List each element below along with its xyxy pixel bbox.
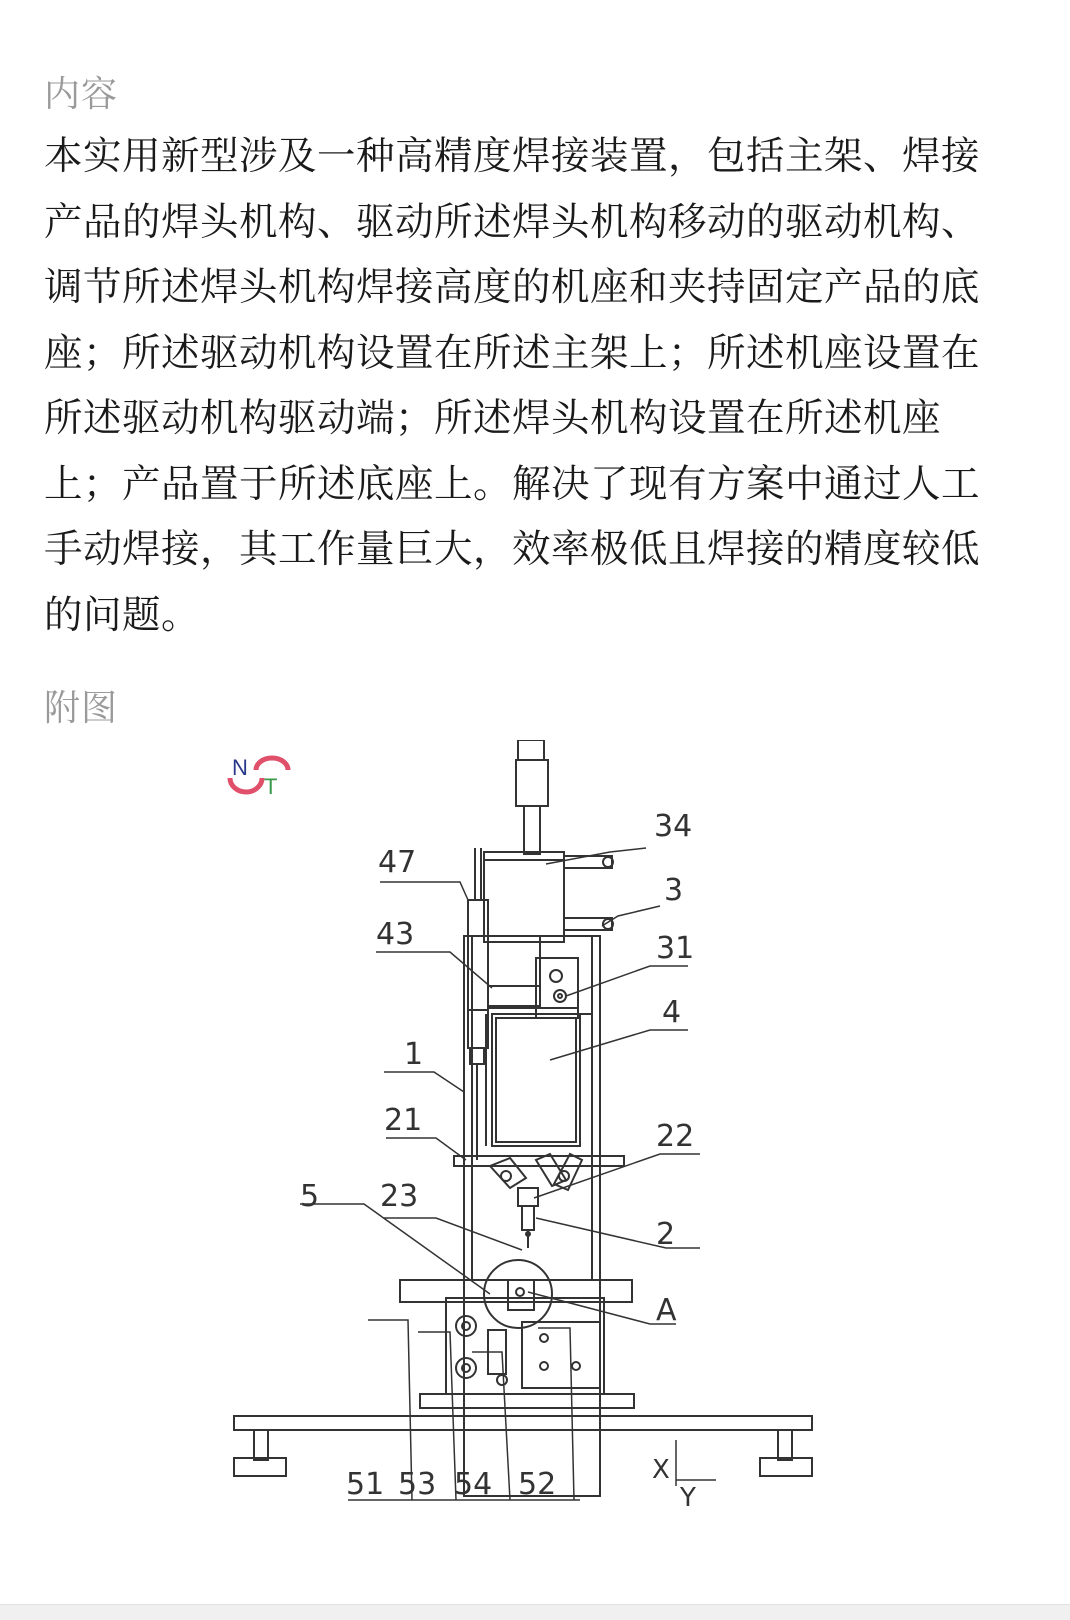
callout-54: 54 bbox=[454, 1467, 493, 1502]
axis-x-label: X bbox=[652, 1455, 670, 1485]
callout-1: 1 bbox=[404, 1037, 424, 1072]
axis-y-label: Y bbox=[680, 1483, 696, 1513]
bottom-bar bbox=[0, 1604, 1070, 1620]
callout-21: 21 bbox=[384, 1103, 423, 1138]
callout-51: 51 bbox=[346, 1467, 385, 1502]
callout-34: 34 bbox=[654, 809, 693, 844]
content-section-label: 内容 bbox=[44, 74, 119, 115]
callout-47: 47 bbox=[378, 845, 417, 880]
callout-43: 43 bbox=[376, 917, 415, 952]
welding-device-drawing bbox=[220, 740, 840, 1560]
callout-23: 23 bbox=[380, 1179, 419, 1214]
callout-52: 52 bbox=[518, 1467, 557, 1502]
content-paragraph: 本实用新型涉及一种高精度焊接装置，包括主架、焊接产品的焊头机构、驱动所述焊头机构移动的驱动机构、调节所述焊头机构焊接高度的机座和夹持固定产品的底座；所述驱动机构设置在所述主架上；所述机座设置在所述驱动机构驱动端；所述焊头机构设置在所述机座上；产品置于所述底座上。解决了现有方案中通过人工手动焊接，其工作量巨大，效率极低且焊接的精度较低的问题。 bbox=[44, 134, 981, 638]
nt-logo bbox=[230, 755, 288, 799]
callout-3: 3 bbox=[664, 873, 684, 908]
callout-a: A bbox=[656, 1293, 677, 1328]
logo-letter-t: T bbox=[264, 774, 278, 799]
callout-2: 2 bbox=[656, 1217, 676, 1252]
figure-section-label: 附图 bbox=[44, 688, 119, 729]
logo-letter-n: N bbox=[232, 755, 248, 780]
callout-31: 31 bbox=[656, 931, 695, 966]
callout-22: 22 bbox=[656, 1119, 695, 1154]
patent-figure bbox=[220, 740, 840, 1560]
callout-4: 4 bbox=[662, 995, 682, 1030]
callout-5: 5 bbox=[300, 1179, 320, 1214]
callout-53: 53 bbox=[398, 1467, 437, 1502]
